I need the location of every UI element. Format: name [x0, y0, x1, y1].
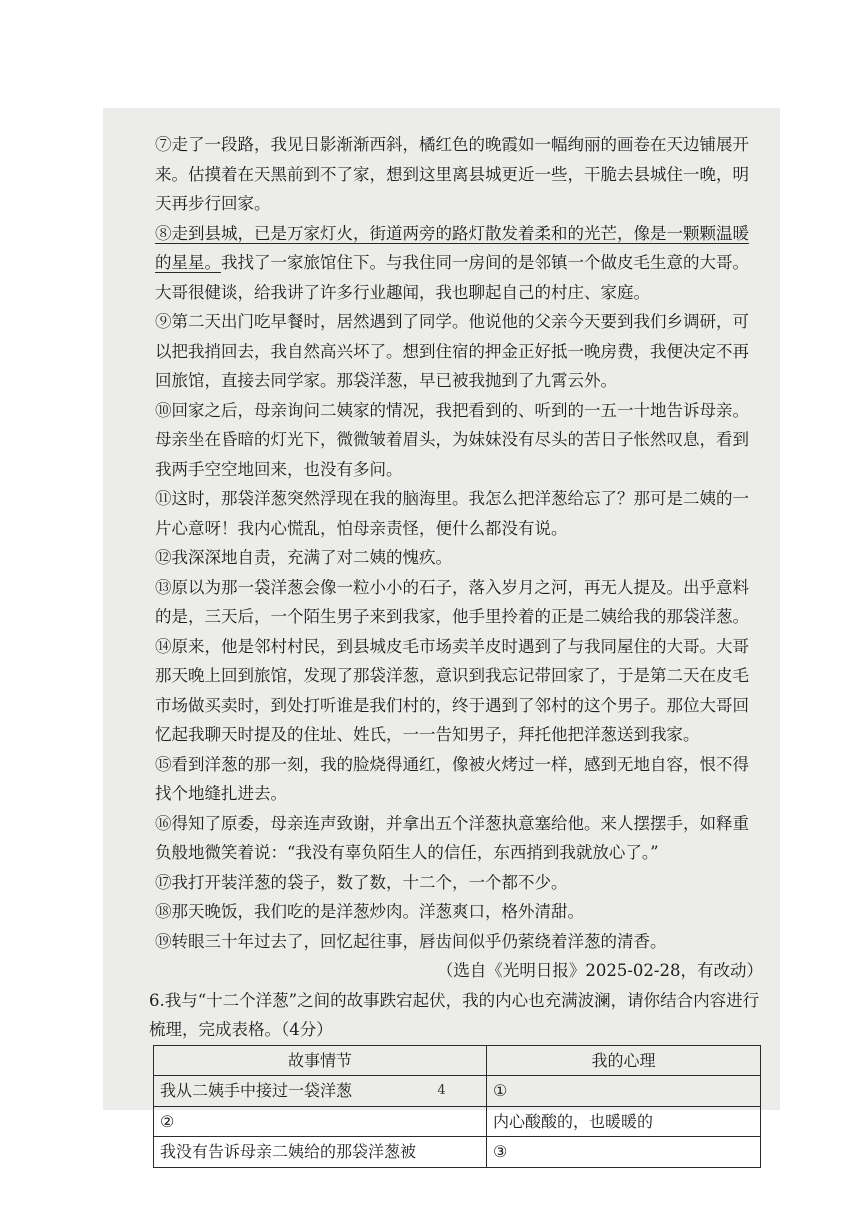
answer-table [153, 1045, 761, 1168]
paragraph-16: ⑯得知了原委，母亲连声致谢，并拿出五个洋葱执意塞给他。来人摆摆手，如释重负般地微笑着说：“我没有辜负陌生人的信任，东西捎到我就放心了。” [155, 813, 749, 862]
table-row [154, 1106, 761, 1137]
table-header-feeling: 我的心理 [487, 1045, 761, 1076]
table-cell: 我没有告诉母亲二姨给的那袋洋葱被 [154, 1137, 487, 1168]
table-header-plot: 故事情节 [154, 1045, 487, 1076]
paragraph-15: ⑮看到洋葱的那一刻，我的脸烧得通红，像被火烤过一样，感到无地自容，恨不得找个地缝扎进去。 [155, 754, 749, 803]
table-header-row [154, 1045, 761, 1076]
paragraph-7: ⑦走了一段路，我见日影渐渐西斜，橘红色的晚霞如一幅绚丽的画卷在天边铺展开来。估摸着在天黑前到不了家，想到这里离县城更近一些，干脆去县城住一晚，明天再步行回家。 [155, 135, 749, 213]
table-cell: 我从二姨手中接过一袋洋葱 [154, 1076, 487, 1107]
paragraph-19: ⑲转眼三十年过去了，回忆起往事，唇齿间似乎仍萦绕着洋葱的清香。 [155, 931, 667, 951]
question-6: 6.我与“十二个洋葱”之间的故事跌宕起伏，我的内心也充满波澜，请你结合内容进行梳理，完成表格。（4分） [149, 990, 760, 1039]
answer-blank-2[interactable]: ② [154, 1106, 487, 1137]
table-cell: 内心酸酸的，也暖暖的 [487, 1106, 761, 1137]
answer-blank-1[interactable]: ① [487, 1076, 761, 1107]
underlined-sentence: ⑧走到县城，已是万家灯火，街道两旁的路灯散发着柔和的光芒，像是一颗颗温暖的星星。 [155, 223, 749, 272]
paragraph-12: ⑫我深深地自责，充满了对二姨的愧疚。 [155, 548, 452, 567]
article-body [149, 130, 763, 1168]
paragraph-9: ⑨第二天出门吃早餐时，居然遇到了同学。他说他的父亲今天要到我们乡调研，可以把我捎回去，我自然高兴坏了。想到住宿的押金正好抵一晚房费，我便决定不再回旅馆，直接去同学家。那袋洋葱，早已被我抛到了九霄云外。 [155, 312, 749, 390]
page-number: 4 [437, 1083, 446, 1098]
table-row [154, 1137, 761, 1168]
paragraph-11: ⑪这时，那袋洋葱突然浮现在我的脑海里。我怎么把洋葱给忘了？那可是二姨的一片心意呀！我内心慌乱，怕母亲责怪，便什么都没有说。 [155, 489, 749, 538]
paragraph-18: ⑱那天晚饭，我们吃的是洋葱炒肉。洋葱爽口，格外清甜。 [155, 902, 584, 921]
paragraph-17: ⑰我打开装洋葱的袋子，数了数，十二个，一个都不少。 [155, 872, 568, 892]
paragraph-8 [155, 219, 763, 308]
paragraph-10: ⑩回家之后，母亲询问二姨家的情况，我把看到的、听到的一五一十地告诉母亲。母亲坐在昏暗的灯光下，微微皱着眉头，为妹妹没有尽头的苦日子怅然叹息，看到我两手空空地回来，也没有多问。 [155, 400, 749, 479]
source-citation: （选自《光明日报》2025-02-28，有改动） [436, 961, 763, 980]
paragraph-8-rest: 我找了一家旅馆住下。与我住同一房间的是邻镇一个做皮毛生意的大哥。大哥很健谈，给我讲了许多行业趣闻，我也聊起自己的村庄、家庭。 [155, 253, 749, 302]
paragraph-13: ⑬原以为那一袋洋葱会像一粒小小的石子，落入岁月之河，再无人提及。出乎意料的是，三天后，一个陌生男子来到我家，他手里拎着的正是二姨给我的那袋洋葱。 [155, 577, 749, 626]
scanned-page [103, 108, 780, 1161]
answer-blank-3[interactable]: ③ [487, 1137, 761, 1168]
paragraph-14: ⑭原来，他是邻村村民，到县城皮毛市场卖羊皮时遇到了与我同屋住的大哥。大哥那天晚上回到旅馆，发现了那袋洋葱，意识到我忘记带回家了，于是第二天在皮毛市场做买卖时，到处打听谁是我们村的，终于遇到了邻村的这个男子。那位大哥回忆起我聊天时提及的住址、姓氏，一一告知男子，拜托他把洋葱送到我家。 [155, 636, 749, 744]
